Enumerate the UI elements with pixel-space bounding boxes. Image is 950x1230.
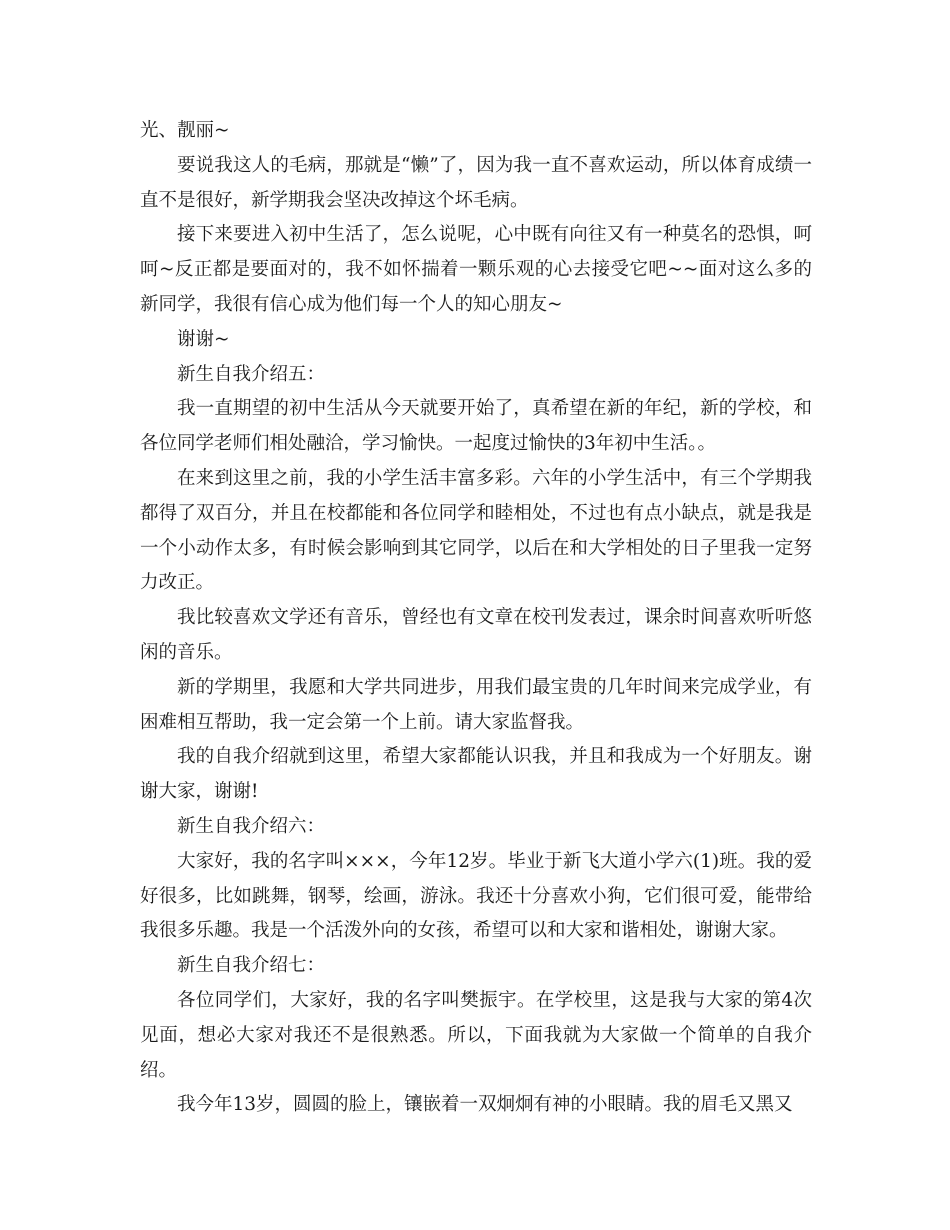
paragraph: 各位同学们，大家好，我的名字叫樊振宇。在学校里，这是我与大家的第4次见面，想必大家对我还不是很熟悉。所以，下面我就为大家做一个简单的自我介绍。	[140, 989, 812, 1081]
paragraph: 我一直期望的初中生活从今天就要开始了，真希望在新的年纪，新的学校，和各位同学老师们相处融洽，学习愉快。一起度过愉快的3年初中生活。。	[140, 398, 812, 455]
section-heading: 新生自我介绍五：	[177, 363, 326, 385]
paragraph: 谢谢~	[177, 328, 230, 350]
section-heading: 新生自我介绍六：	[177, 815, 326, 837]
paragraph: 在来到这里之前，我的小学生活丰富多彩。六年的小学生活中，有三个学期我都得了双百分，并且在校都能和各位同学和睦相处，不过也有点小缺点，就是我是一个小动作太多，有时候会影响到其它同学，以后在和大学相处的日子里我一定努力改正。	[140, 467, 812, 594]
section-heading: 新生自我介绍七：	[177, 955, 326, 977]
paragraph: 新的学期里，我愿和大学共同进步，用我们最宝贵的几年时间来完成学业，有困难相互帮助，我一定会第一个上前。请大家监督我。	[140, 676, 812, 733]
paragraph: 要说我这人的毛病，那就是“懒”了，因为我一直不喜欢运动，所以体育成绩一直不是很好，新学期我会坚决改掉这个坏毛病。	[140, 154, 812, 211]
paragraph: 我的自我介绍就到这里，希望大家都能认识我，并且和我成为一个好朋友。谢谢大家，谢谢!	[140, 746, 812, 803]
paragraph: 大家好，我的名字叫×××，今年12岁。毕业于新飞大道小学六(1)班。我的爱好很多，比如跳舞，钢琴，绘画，游泳。我还十分喜欢小狗，它们很可爱，能带给我很多乐趣。我是一个活泼外向的女孩，希望可以和大家和谐相处，谢谢大家。	[140, 850, 812, 942]
paragraph: 我比较喜欢文学还有音乐，曾经也有文章在校刊发表过，课余时间喜欢听听悠闲的音乐。	[140, 607, 812, 663]
paragraph: 接下来要进入初中生活了，怎么说呢，心中既有向往又有一种莫名的恐惧，呵呵~反正都是要面对的，我不如怀揣着一颗乐观的心去接受它吧~~面对这么多的新同学，我很有信心成为他们每一个人的知心朋友~	[140, 224, 812, 315]
document-body	[140, 114, 812, 1123]
paragraph: 我今年13岁，圆圆的脸上，镶嵌着一双炯炯有神的小眼睛。我的眉毛又黑又	[177, 1094, 793, 1116]
paragraph-continuation: 光、靓丽~	[140, 120, 230, 141]
